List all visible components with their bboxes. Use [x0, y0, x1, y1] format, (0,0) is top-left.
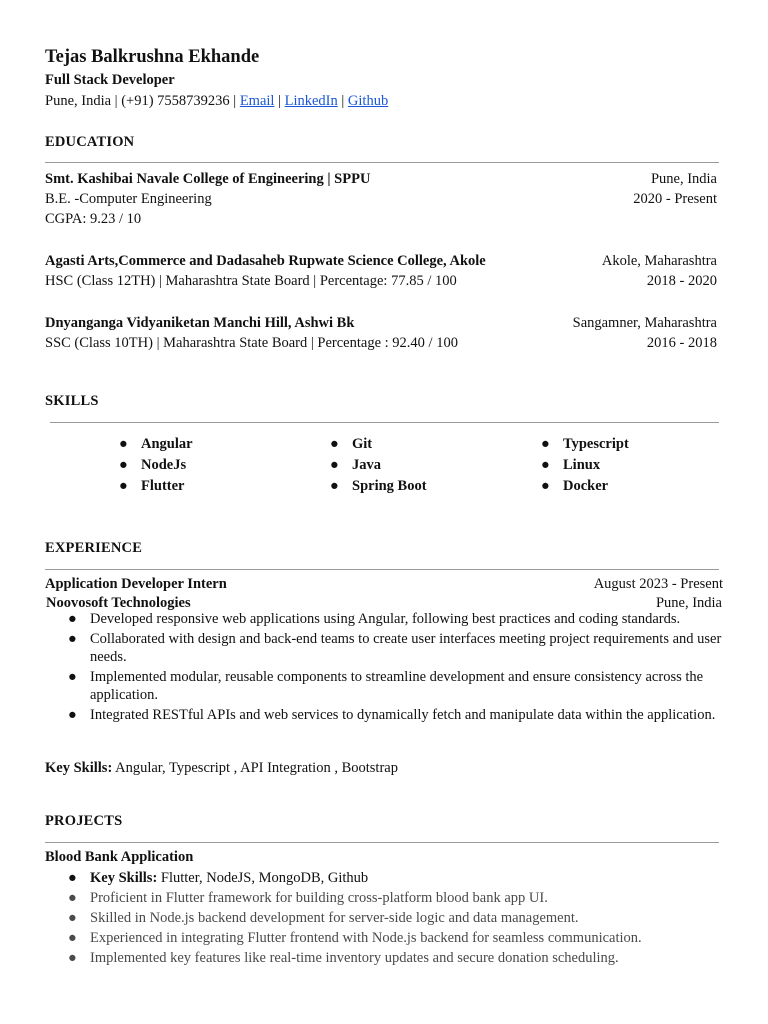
key-skills-label: Key Skills:: [45, 760, 113, 776]
education-item-1-details: [45, 189, 717, 209]
skill-item: ● NodeJs: [119, 455, 193, 476]
school-name: Dnyanganga Vidyaniketan Manchi Hill, Ashwi Bk: [45, 315, 355, 331]
contact-separator: |: [278, 93, 281, 109]
email-link[interactable]: Email: [239, 93, 275, 109]
skill-item: ● Angular: [119, 434, 193, 455]
list-item: ● Collaborated with design and back-end teams to create user interfaces meeting project requirements and user needs.: [68, 631, 722, 665]
education-item-2-details: [45, 271, 717, 291]
school-location: Akole, Maharashtra: [601, 253, 717, 269]
candidate-name: Tejas Balkrushna Ekhande: [45, 47, 260, 67]
education-item-1-header: [45, 169, 717, 189]
experience-header: [45, 574, 723, 594]
education-item-3-details: [45, 333, 717, 353]
bullet-icon: ●: [119, 478, 128, 494]
bullet-icon: ●: [68, 870, 77, 886]
education-item-1-grade: [45, 209, 717, 229]
linkedin-link[interactable]: LinkedIn: [284, 93, 338, 109]
projects-heading: PROJECTS: [45, 813, 123, 829]
skill-item: ● Flutter: [119, 476, 193, 497]
bullet-icon: ●: [68, 950, 77, 966]
skills-column-1: [119, 434, 193, 497]
bullet-icon: ●: [119, 436, 128, 452]
job-title: Application Developer Intern: [45, 576, 227, 592]
skill-item: ● Git: [330, 434, 427, 455]
project-bullets: [45, 869, 723, 969]
key-skills-label: Key Skills:: [90, 870, 158, 886]
list-item: ● Developed responsive web applications using Angular, following best practices and coding standards.: [68, 611, 681, 627]
github-link[interactable]: Github: [347, 93, 389, 109]
bullet-icon: ●: [68, 631, 77, 647]
skills-heading: SKILLS: [45, 393, 99, 409]
company-location: Pune, India: [655, 595, 722, 611]
experience-divider: [45, 569, 719, 570]
education-dates: 2016 - 2018: [646, 335, 717, 351]
bullet-icon: ●: [68, 890, 77, 906]
list-item: [45, 869, 723, 887]
cgpa: CGPA: 9.23 / 10: [45, 211, 142, 227]
degree: HSC (Class 12TH) | Maharashtra State Board | Percentage: 77.85 / 100: [45, 273, 457, 289]
list-item: ● Integrated RESTful APIs and web services to dynamically fetch and manipulate data within the application.: [68, 707, 716, 723]
skills-divider: [50, 422, 719, 423]
contact-line: [45, 93, 388, 110]
skill-item: ● Docker: [541, 476, 629, 497]
skills-column-3: [541, 434, 629, 497]
contact-separator: |: [341, 93, 345, 109]
bullet-icon: ●: [68, 669, 77, 685]
skills-column-2: [330, 434, 427, 497]
school-name: Smt. Kashibai Navale College of Engineering | SPPU: [45, 171, 371, 187]
bullet-icon: ●: [330, 478, 339, 494]
experience-heading: EXPERIENCE: [45, 540, 143, 556]
school-location: Pune, India: [650, 171, 717, 187]
education-dates: 2020 - Present: [633, 191, 717, 207]
skill-item: ● Typescript: [541, 434, 629, 455]
education-dates: 2018 - 2020: [646, 273, 717, 289]
project-name: Blood Bank Application: [45, 849, 194, 865]
bullet-icon: ●: [68, 611, 77, 627]
education-item-2-header: [45, 251, 717, 271]
education-divider: [45, 162, 719, 163]
education-heading: EDUCATION: [45, 134, 135, 150]
location-phone: Pune, India | (+91) 7558739236 |: [45, 93, 237, 109]
education-item-3-header: [45, 313, 717, 333]
company-name: Noovosoft Technologies: [46, 595, 191, 611]
school-name: Agasti Arts,Commerce and Dadasaheb Rupwate Science College, Akole: [45, 253, 486, 269]
list-item: ● Implemented key features like real-time inventory updates and secure donation scheduling.: [68, 950, 619, 966]
bullet-icon: ●: [541, 457, 550, 473]
key-skills-value: Flutter, NodeJS, MongoDB, Github: [160, 870, 369, 886]
bullet-icon: ●: [541, 478, 550, 494]
job-dates: August 2023 - Present: [593, 576, 723, 592]
list-item: ● Implemented modular, reusable components to streamline development and ensure consistency across the application.: [68, 669, 704, 703]
projects-divider: [45, 842, 719, 843]
bullet-icon: ●: [541, 436, 550, 452]
bullet-icon: ●: [68, 707, 77, 723]
skill-item: ● Spring Boot: [330, 476, 427, 497]
key-skills-value: Angular, Typescript , API Integration , Bootstrap: [115, 760, 398, 776]
bullet-icon: ●: [330, 436, 339, 452]
candidate-role: Full Stack Developer: [45, 72, 175, 88]
bullet-icon: ●: [68, 930, 77, 946]
bullet-icon: ●: [119, 457, 128, 473]
school-location: Sangamner, Maharashtra: [572, 315, 717, 331]
bullet-icon: ●: [330, 457, 339, 473]
skill-item: ● Java: [330, 455, 427, 476]
list-item: ● Skilled in Node.js backend development for server-side logic and data management.: [68, 910, 579, 926]
list-item: ● Experienced in integrating Flutter frontend with Node.js backend for seamless communication.: [68, 930, 642, 946]
experience-key-skills: [45, 760, 398, 777]
skill-item: ● Linux: [541, 455, 629, 476]
experience-bullets: [45, 610, 723, 726]
list-item: ● Proficient in Flutter framework for building cross-platform blood bank app UI.: [68, 890, 548, 906]
degree: SSC (Class 10TH) | Maharashtra State Board | Percentage : 92.40 / 100: [45, 335, 458, 351]
degree: B.E. -Computer Engineering: [45, 191, 212, 207]
bullet-icon: ●: [68, 910, 77, 926]
